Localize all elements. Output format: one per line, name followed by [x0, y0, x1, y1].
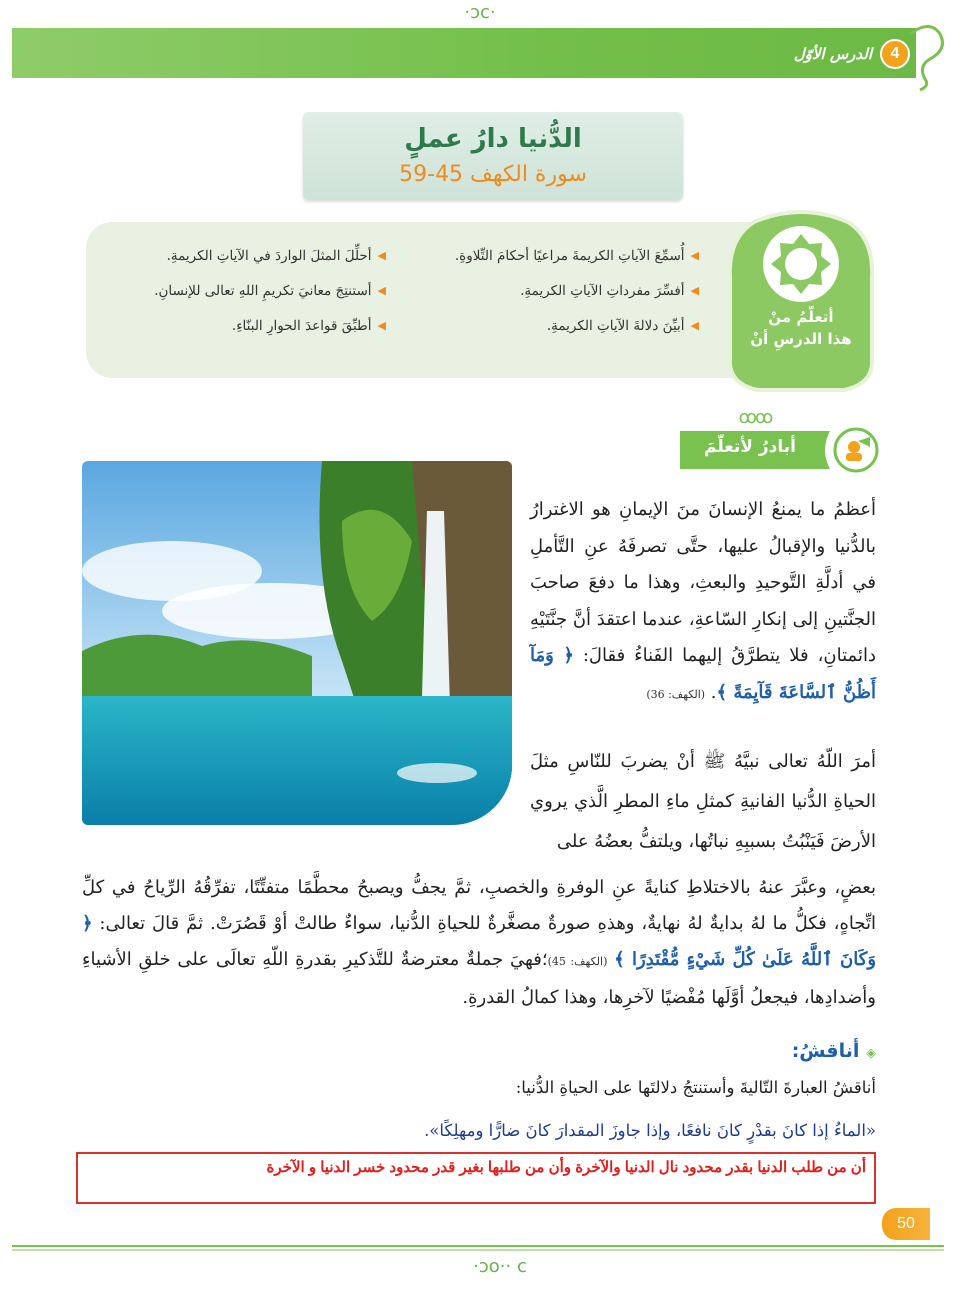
badge-caption: أتعلّمُ منْ هذا الدرسِ أنْ: [750, 308, 852, 348]
objectives-column-2: [154, 238, 386, 343]
bottom-ornament: ·ↄo·· c: [473, 1256, 527, 1277]
bullet-arrow-icon: ◀: [377, 319, 386, 332]
objective-item: ◀ أُسمِّعَ الآياتِ الكريمةَ مراعيًا أحكامَ التِّلاوةِ.: [454, 247, 699, 264]
bullet-arrow-icon: ◀: [377, 249, 386, 262]
objective-item: ◀ أطبِّقَ قواعدَ الحوارِ البنّاءِ.: [231, 317, 386, 334]
objective-item: ◀ أحلِّلَ المثلَ الواردَ في الآياتِ الكريمةِ.: [166, 247, 386, 264]
bullet-arrow-icon: ◀: [690, 249, 699, 262]
paragraph-3: بعضٍ، وعبَّرَ عنهُ بالاختلاطِ كنايةً عنِ الوفرةِ والخصبِ، ثمَّ يجفُّ ويصبحُ محطَّمًا متفتِّتًا، تفرِّقُهُ الرِّياحُ في كلِّ اتِّجاهٍ، فكلُّ ما لهُ بدايةٌ لهُ نهايةٌ، وهذهِ صورةٌ مصغَّرةٌ للحياةِ الدُّنيا، سواءٌ طالتْ أوْ قَصُرَتْ. ثمَّ قالَ تعالى: ﴿ وَكَانَ ٱللَّهُ عَلَىٰ كُلِّ شَيْءٍ مُّقْتَدِرًا ﴾ (الكهف: 45)؛فهيَ جملةٌ معترضةٌ للتَّذكيرِ بقدرةِ اللّهِ تعالَى على خلقِ الأشياءِ وأضدادِها، فيجعلُ أوَّلَها مُفْضيًا لآخرِها، وهذا كمالُ القدرةِ.: [82, 877, 877, 1008]
quran-verse: ﴿ وَكَانَ ٱللَّهُ عَلَىٰ كُلِّ شَيْءٍ مُّقْتَدِرًا ﴾: [82, 913, 877, 970]
answer-box[interactable]: [76, 1152, 876, 1204]
paragraph-1: أعظمُ ما يمنعُ الإنسانَ منَ الإيمانِ هو الاغترارُ بالدُّنيا والإقبالُ عليها، حتَّى تصرفَهُ عنِ التَّأملِ في أدلَّةِ التَّوحيدِ والبعثِ، وهذا ما دفعَ صاحبَ الجنَّتينِ إلى إنكارِ السّاعةِ، عندما اعتقدَ أنَّ جنَّتَيْهِ دائمتانِ، فلا يتطرَّقُ إليهما الفَناءُ فقالَ: ﴿ وَمَآ أَظُنُّ ٱلسَّاعَةَ قَآيِمَةً ﴾. (الكهف: 36): [530, 499, 876, 703]
discuss-question: أناقشُ العبارةَ التّاليةَ وأستنتجُ دلالتَها على الحياةِ الدُّنيا:: [515, 1078, 876, 1097]
start-heading-label: أبادرُ لأتعلّمَ: [704, 437, 796, 457]
lesson-label: الدرس الأوّل: [793, 45, 872, 63]
star-ornament-icon: [763, 226, 839, 302]
top-ornament: ·ↄc·: [464, 2, 496, 23]
page-number: 50: [882, 1208, 930, 1240]
waterfall-image: [82, 461, 512, 825]
objective-item: ◀ أفسِّرَ مفرداتِ الآياتِ الكريمةِ.: [520, 282, 699, 299]
surah-subtitle: سورة الكهف 45-59: [399, 162, 587, 187]
learn-badge: [724, 208, 878, 394]
paragraph-2: أمرَ اللّهُ تعالى نبيَّهُ ﷺ أنْ يضربَ للنّاسِ مثلَ الحياةِ الدُّنيا الفانيةِ كمثلِ ماءِ المطرِ الَّذي يروي الأرضَ فَيَنْبُتُ بسببِهِ نباتُها، ويلتفُّ بعضُهُ على: [530, 751, 876, 852]
section-ornament: ꝏꝏ: [738, 407, 772, 428]
title-box: [303, 112, 683, 200]
lesson-number-badge: 4: [880, 39, 910, 69]
verse-reference: (الكهف: 36): [646, 687, 706, 701]
answer-text: أن من طلب الدنيا بقدر محدود نال الدنيا والآخرة وأن من طلبها بغير قدر محدود خسر الدنيا و الآخرة: [266, 1159, 866, 1176]
verse-reference: (الكهف: 45): [547, 955, 608, 968]
discuss-quote: «الماءُ إذا كانَ بقدْرٍ كانَ نافعًا، وإذا جاوزَ المقدارَ كانَ ضارًّا ومهلِكًا».: [424, 1121, 876, 1140]
lesson-tab: [760, 38, 910, 70]
bullet-arrow-icon: ◀: [690, 284, 699, 297]
student-icon: [848, 441, 860, 453]
bullet-arrow-icon: ◀: [690, 319, 699, 332]
lesson-title: الدُّنيا دارُ عملٍ: [404, 124, 582, 154]
footer-divider: [12, 1244, 944, 1252]
quran-verse: ﴿ وَمَآ أَظُنُّ ٱلسَّاعَةَ قَآيِمَةً ﴾: [530, 645, 876, 703]
diamond-bullet-icon: ◈: [866, 1046, 876, 1061]
bullet-arrow-icon: ◀: [377, 284, 386, 297]
discuss-heading: ◈ أناقشُ:: [791, 1040, 876, 1062]
objective-item: ◀ أبيِّنَ دلالةَ الآياتِ الكريمةِ.: [546, 317, 699, 334]
objective-item: ◀ أستنتِجَ معانيَ تكريمِ اللهِ تعالى للإنسانِ.: [154, 282, 386, 299]
objectives-column-1: [455, 238, 699, 343]
